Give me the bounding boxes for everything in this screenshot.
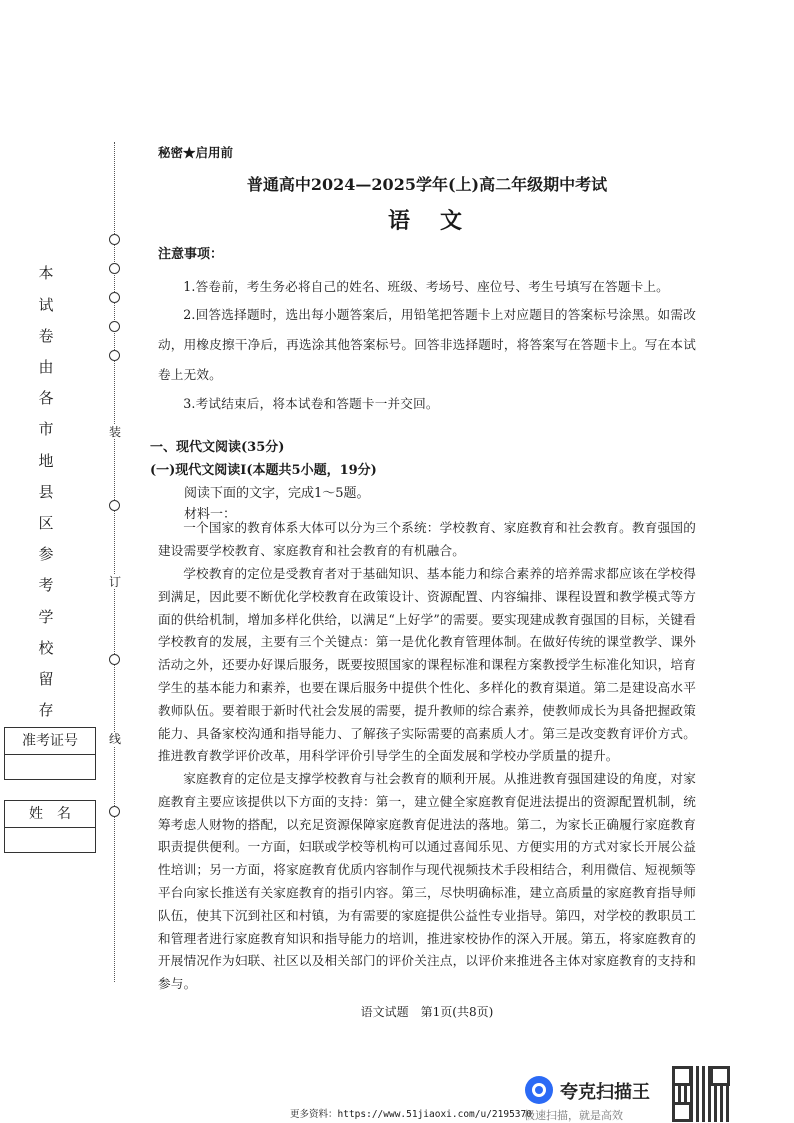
binding-word-xian: 线 <box>106 732 124 746</box>
scanner-logo-icon <box>524 1075 554 1105</box>
qr-code <box>672 1066 730 1122</box>
vertical-char: 由 <box>38 358 54 376</box>
scanner-watermark <box>524 1075 664 1122</box>
notice-item-2: 2.回答选择题时，选出每小题答案后，用铅笔把答题卡上对应题目的答案标号涂黑。如需改动，用橡皮擦干净后，再选涂其他答案标号。回答非选择题时，将答案写在答题卡上。写在本试卷上无效。 <box>158 307 696 382</box>
binding-hole <box>109 321 120 332</box>
vertical-char: 考 <box>38 576 54 594</box>
page-number: 语文试题 第1页(共8页) <box>360 1005 494 1019</box>
vertical-char: 县 <box>38 483 54 501</box>
vertical-char: 市 <box>38 420 54 438</box>
name-field[interactable] <box>5 828 95 852</box>
vertical-char: 地 <box>38 452 54 470</box>
admission-number-label: 准考证号 <box>5 728 95 755</box>
paragraph-1: 一个国家的教育体系大体可以分为三个系统：学校教育、家庭教育和社会教育。教育强国的建设需要学校教育、家庭教育和社会教育的有机融合。 <box>158 520 696 558</box>
binding-hole <box>109 234 120 245</box>
binding-word-ding: 订 <box>106 575 124 589</box>
vertical-char: 本 <box>38 264 54 282</box>
admission-number-box <box>4 727 96 780</box>
binding-hole <box>109 500 120 511</box>
scanner-brand: 夸克扫描王 <box>560 1082 650 1103</box>
vertical-char: 存 <box>38 701 54 719</box>
binding-hole <box>109 292 120 303</box>
binding-hole <box>109 806 120 817</box>
notice-item-1: 1.答卷前，考生务必将自己的姓名、班级、考场号、座位号、考生号填写在答题卡上。 <box>183 279 669 294</box>
binding-hole <box>109 350 120 361</box>
material-label: 材料一： <box>184 507 237 522</box>
binding-hole <box>109 654 120 665</box>
binding-hole <box>109 263 120 274</box>
binding-word-zhuang: 装 <box>106 425 124 439</box>
vertical-char: 试 <box>38 296 54 314</box>
source-link[interactable]: 更多资料：https://www.51jiaoxi.com/u/2195370 <box>290 1109 532 1120</box>
admission-number-field[interactable] <box>5 755 95 779</box>
vertical-char: 各 <box>38 389 54 407</box>
exam-title: 普通高中2024—2025学年(上)高二年级期中考试 <box>246 175 608 194</box>
name-label: 姓 名 <box>5 801 95 828</box>
confidential-mark: 秘密★启用前 <box>158 145 234 160</box>
vertical-char: 卷 <box>38 327 54 345</box>
paragraph-3: 家庭教育的定位是支撑学校教育与社会教育的顺利开展。从推进教育强国建设的角度，对家庭教育主要应该提供以下方面的支持：第一，建立健全家庭教育促进法提出的资源配置机制，统筹考虑人财物的搭配，以充足资源保障家庭教育促进法的落地。第二，为家长正确履行家庭教育职责提供便利。一方面，妇联或学校等机构可以通过喜闻乐见、方便实用的方式对家长开展公益性培训；另一方面，将家庭教育优质内容制作与现代视频技术手段相结合，利用微信、短视频等平台向家长推送有关家庭教育的指引内容。第三，尽快明确标准，建立高质量的家庭教育指导师队伍，使其下沉到社区和村镇，为有需要的家庭提供公益性专业指导。第四，对学校的教职员工和管理者进行家庭教育知识和指导能力的培训，推进家校协作的深入开展。第五，将家庭教育的开展情况作为妇联、社区以及相关部门的评价关注点，以评价来推进各主体对家庭教育的支持和参与。 <box>158 771 696 992</box>
vertical-char: 区 <box>38 514 54 532</box>
paragraph-2: 学校教育的定位是受教育者对于基础知识、基本能力和综合素养的培养需求都应该在学校得到满足，因此要不断优化学校教育在政策设计、资源配置、内容编排、课程设置和教学模式等方面的供给机制，增加多样化供给，以满足“上好学”的需要。要实现建成教育强国的目标，关键看学校教育的发展，主要有三个关键点：第一是优化教育管理体制。在做好传统的课堂教学、课外活动之外，还要办好课后服务，既要按照国家的课程标准和课程方案教授学生标准化知识，培育学生的基本能力和素养，也要在课后服务中提供个性化、多样化的教育渠道。第二是建设高水平教师队伍。要着眼于新时代社会发展的需要，提升教师的综合素养，使教师成长为具备把握政策能力、具备家校沟通和指导能力、了解孩子实际需要的高素质人才。第三是改变教育评价方式。推进教育教学评价改革，用科学评价引导学生的全面发展和学校办学质量的提升。 <box>158 566 696 764</box>
scanner-slogan: 极速扫描，就是高效 <box>524 1109 623 1122</box>
vertical-char: 校 <box>38 639 54 657</box>
section-title: 一、现代文阅读(35分) <box>150 440 285 455</box>
subsection-title: (一)现代文阅读Ⅰ(本题共5小题，19分) <box>150 463 377 478</box>
reading-instruction: 阅读下面的文字，完成1～5题。 <box>184 486 370 501</box>
name-box <box>4 800 96 853</box>
subject-title: 语 文 <box>387 208 466 234</box>
vertical-char: 参 <box>38 545 54 563</box>
notice-item-3: 3.考试结束后，将本试卷和答题卡一并交回。 <box>183 396 439 411</box>
vertical-char: 留 <box>38 670 54 688</box>
notice-title: 注意事项： <box>158 247 224 262</box>
vertical-char: 学 <box>38 608 54 626</box>
